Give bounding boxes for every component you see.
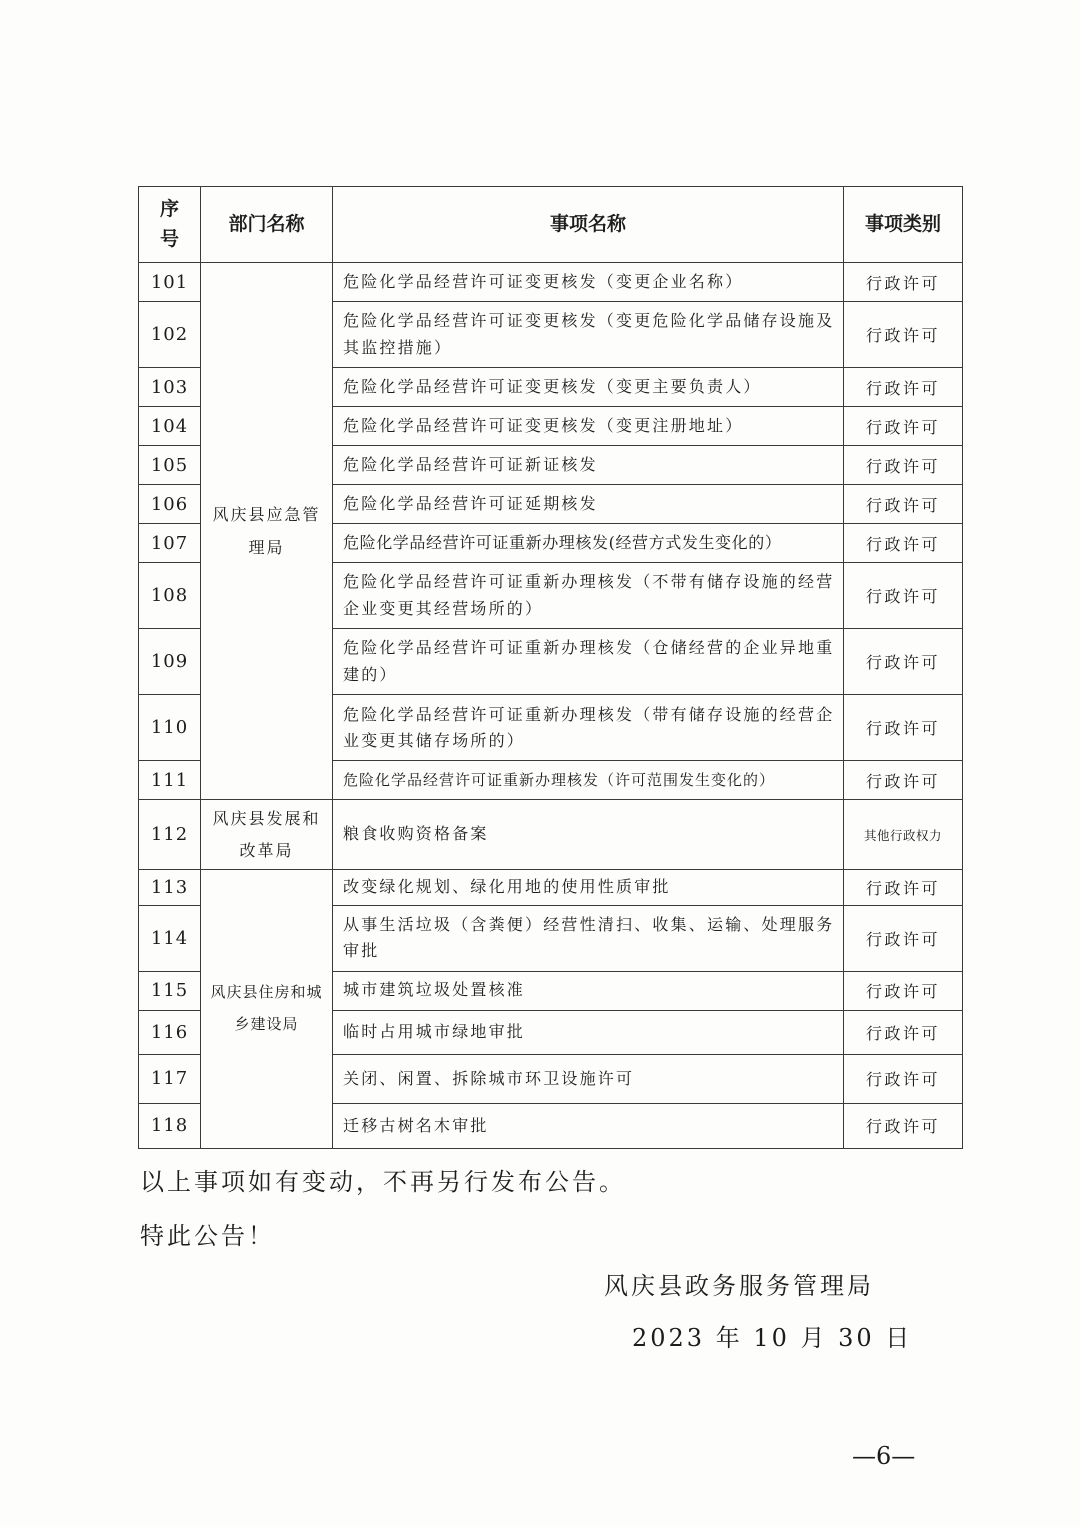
header-category: 事项类别 <box>844 187 963 263</box>
table-row <box>139 263 963 302</box>
item-category: 行政许可 <box>844 629 963 695</box>
item-category: 其他行政权力 <box>844 800 963 869</box>
row-number: 116 <box>139 1010 201 1054</box>
item-category: 行政许可 <box>844 869 963 905</box>
item-category: 行政许可 <box>844 1103 963 1148</box>
row-number: 115 <box>139 971 201 1010</box>
item-category: 行政许可 <box>844 1054 963 1103</box>
item-category: 行政许可 <box>844 695 963 761</box>
row-number: 105 <box>139 446 201 485</box>
row-number: 104 <box>139 407 201 446</box>
header-num: 序号 <box>139 187 201 263</box>
header-dept: 部门名称 <box>201 187 333 263</box>
item-name: 危险化学品经营许可证重新办理核发（仓储经营的企业异地重建的） <box>333 629 844 695</box>
row-number: 114 <box>139 905 201 971</box>
item-name: 危险化学品经营许可证重新办理核发(经营方式发生变化的） <box>333 524 844 563</box>
signature-date: 2023 年 10 月 30 日 <box>632 1324 913 1352</box>
item-category: 行政许可 <box>844 485 963 524</box>
table-header-row <box>139 187 963 263</box>
item-name: 改变绿化规划、绿化用地的使用性质审批 <box>333 869 844 905</box>
item-name: 粮食收购资格备案 <box>333 800 844 869</box>
item-category: 行政许可 <box>844 905 963 971</box>
row-number: 113 <box>139 869 201 905</box>
table-row <box>139 869 963 905</box>
signature-organization: 风庆县政务服务管理局 <box>604 1272 874 1300</box>
row-number: 117 <box>139 1054 201 1103</box>
item-category: 行政许可 <box>844 1010 963 1054</box>
row-number: 108 <box>139 563 201 629</box>
notice-line-2: 特此公告！ <box>140 1222 275 1250</box>
item-category: 行政许可 <box>844 263 963 302</box>
item-name: 从事生活垃圾（含粪便）经营性清扫、收集、运输、处理服务审批 <box>333 905 844 971</box>
item-name: 关闭、闲置、拆除城市环卫设施许可 <box>333 1054 844 1103</box>
row-number: 118 <box>139 1103 201 1148</box>
item-name: 危险化学品经营许可证变更核发（变更危险化学品储存设施及其监控措施） <box>333 302 844 368</box>
header-item: 事项名称 <box>333 187 844 263</box>
row-number: 107 <box>139 524 201 563</box>
item-category: 行政许可 <box>844 761 963 800</box>
item-name: 危险化学品经营许可证变更核发（变更主要负责人） <box>333 368 844 407</box>
items-table <box>138 186 963 1149</box>
department-cell: 风庆县发展和改革局 <box>201 800 333 869</box>
item-name: 危险化学品经营许可证重新办理核发（许可范围发生变化的） <box>333 761 844 800</box>
item-category: 行政许可 <box>844 563 963 629</box>
item-category: 行政许可 <box>844 446 963 485</box>
row-number: 112 <box>139 800 201 869</box>
row-number: 103 <box>139 368 201 407</box>
item-category: 行政许可 <box>844 407 963 446</box>
item-category: 行政许可 <box>844 302 963 368</box>
item-name: 危险化学品经营许可证重新办理核发（带有储存设施的经营企业变更其储存场所的） <box>333 695 844 761</box>
item-category: 行政许可 <box>844 368 963 407</box>
item-name: 危险化学品经营许可证延期核发 <box>333 485 844 524</box>
notice-line-1: 以上事项如有变动，不再另行发布公告。 <box>140 1168 626 1196</box>
department-cell: 风庆县应急管理局 <box>201 263 333 800</box>
item-name: 危险化学品经营许可证变更核发（变更企业名称） <box>333 263 844 302</box>
page-number: —6— <box>852 1442 916 1470</box>
item-category: 行政许可 <box>844 524 963 563</box>
row-number: 101 <box>139 263 201 302</box>
department-cell: 风庆县住房和城乡建设局 <box>201 869 333 1148</box>
row-number: 111 <box>139 761 201 800</box>
item-name: 危险化学品经营许可证新证核发 <box>333 446 844 485</box>
row-number: 102 <box>139 302 201 368</box>
item-name: 危险化学品经营许可证重新办理核发（不带有储存设施的经营企业变更其经营场所的） <box>333 563 844 629</box>
item-name: 临时占用城市绿地审批 <box>333 1010 844 1054</box>
item-name: 迁移古树名木审批 <box>333 1103 844 1148</box>
row-number: 106 <box>139 485 201 524</box>
item-name: 危险化学品经营许可证变更核发（变更注册地址） <box>333 407 844 446</box>
row-number: 109 <box>139 629 201 695</box>
item-category: 行政许可 <box>844 971 963 1010</box>
row-number: 110 <box>139 695 201 761</box>
item-name: 城市建筑垃圾处置核准 <box>333 971 844 1010</box>
table-row <box>139 800 963 869</box>
